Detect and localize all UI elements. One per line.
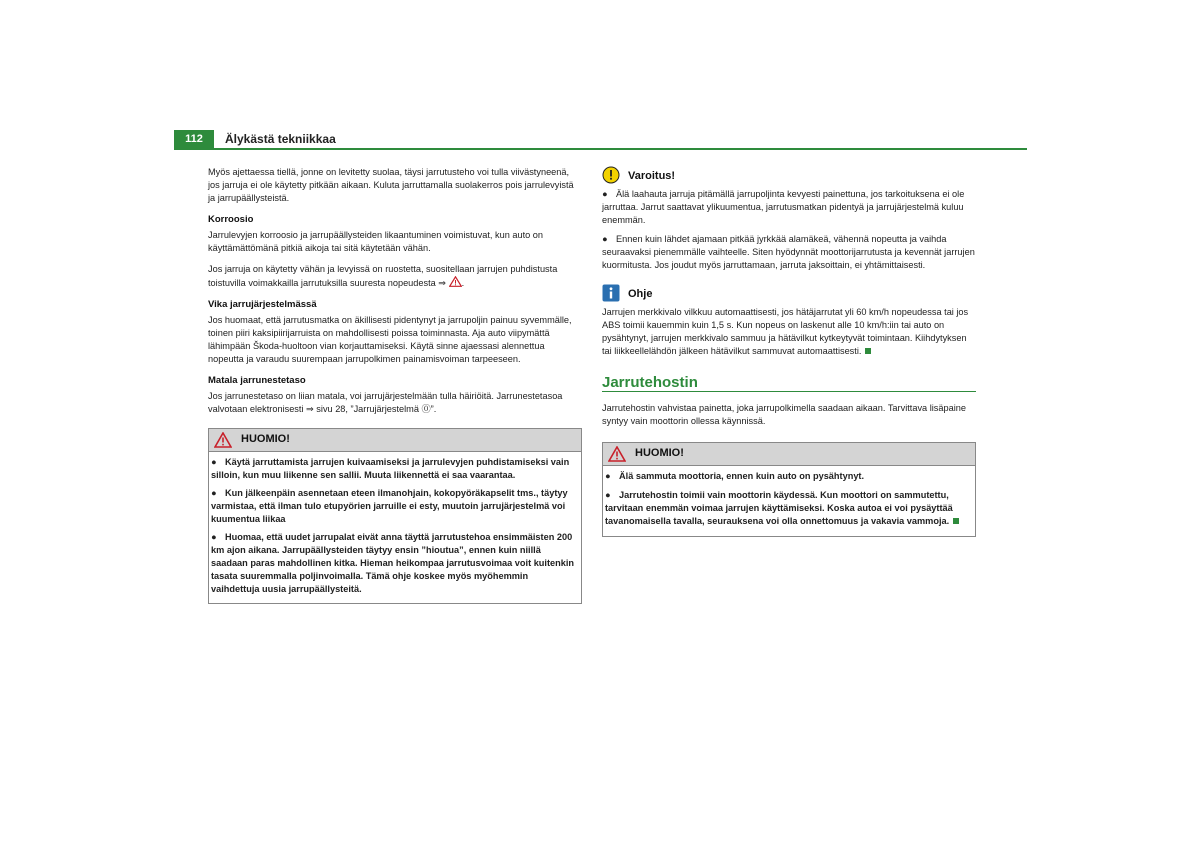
- vika-paragraph: Jos huomaat, että jarrutusmatka on äkillisesti pidentynyt ja jarrupoljin painuu syvemmälle, toinen piiri kaksipiirijarruista on mahdollisesti poissa toiminnasta. Aja auto viipymättä lähimpään Škoda-huoltoon vian korjauttamiseksi. Käytä sinne ajaessasi alennettua nopeutta ja varaudu suurempaan jarrupolkimen painamisvoiman tarpeeseen.: [208, 315, 572, 364]
- huomio-body: [209, 452, 581, 603]
- list-item: ● Älä laahauta jarruja pitämällä jarrupoljinta kevyesti painettuna, jos tarkoituksena ei ole jarruttaa. Jarrut saattavat ylikuumentua, jarrutusmatkan pidentyä ja jarrujärjestelmä kuluu enemmän.: [602, 189, 965, 225]
- page-header: [174, 130, 1027, 150]
- korroosio-heading: Korroosio: [208, 214, 254, 225]
- exclamation-icon: [602, 166, 620, 184]
- page-number: 112: [174, 130, 214, 149]
- list-item: ● Kun jälkeenpäin asennetaan eteen ilmanohjain, kokopyöräkapselit tms., täytyy varmistaa, että ilman tulo etupyörien jarruille ei esty, muutoin jarrujärjestelmä voi kuumentua liikaa: [211, 488, 568, 524]
- bullet-icon: ●: [602, 234, 608, 244]
- chapter-title: Älykästä tekniikkaa: [225, 132, 336, 146]
- end-square-icon: [865, 348, 871, 354]
- section-title-jarrutehostin: Jarrutehostin: [602, 376, 976, 392]
- bullet-icon: ●: [602, 189, 608, 199]
- huomio-box-right: [602, 442, 976, 537]
- huomio-box-left: [208, 428, 582, 604]
- korroosio-paragraph-2: Jos jarruja on käytetty vähän ja levyissä on ruostetta, suositellaan jarrujen puhdistusta toistuvilla voimakkailla jarrutuksilla suuresta nopeudesta ⇒ .: [208, 264, 558, 288]
- right-column: [602, 166, 976, 537]
- list-item: ● Jarrutehostin toimii vain moottorin käydessä. Kun moottori on sammutettu, tarvitaan enemmän voimaa jarrujen käyttämiseksi. Koska autoa ei voi pysäyttää tavanomaisella tavalla, seurauksena voi olla onnettomuus ja vakavia vammoja.: [605, 489, 971, 528]
- ohje-header: [602, 284, 976, 304]
- varoitus-title: Varoitus!: [628, 170, 676, 182]
- list-item: ● Älä sammuta moottoria, ennen kuin auto on pysähtynyt.: [605, 471, 865, 481]
- korroosio-paragraph-2-text: Jos jarruja on käytetty vähän ja levyissä on ruostetta, suositellaan jarrujen puhdistusta toistuvilla voimakkailla jarrutuksilla suuresta nopeudesta ⇒: [208, 264, 558, 288]
- ohje-title: Ohje: [628, 288, 653, 300]
- jarrutehostin-paragraph: Jarrutehostin vahvistaa painetta, joka jarrupolkimella saadaan aikaan. Tarvittava lisäpaine syntyy vain moottorin ollessa käynnissä.: [602, 403, 966, 426]
- warning-triangle-icon: [214, 432, 232, 448]
- matala-paragraph: Jos jarrunestetaso on liian matala, voi jarrujärjestelmään tulla häiriöitä. Jarrunestetasoa valvotaan elektronisesti ⇒ sivu 28, ”Jarrujärjestelmä ⓪”.: [208, 391, 563, 414]
- huomio-header: [209, 429, 581, 452]
- info-icon: [602, 284, 620, 302]
- ohje-paragraph: Jarrujen merkkivalo vilkkuu automaattisesti, jos hätäjarrutat yli 60 km/h nopeudessa tai jos ABS toimii kauemmin kuin 1,5 s. Kun nopeus on laskenut alle 10 km/h:iin tai auto on pysähtynyt, jarrujen merkkivalo sammuu ja hätävilkut kytkeytyvät toimintaan. Kiihdytyksen tai liikkeellelähdön jälkeen hätävilkut sammuvat automaattisesti.: [602, 307, 969, 356]
- left-column: [208, 166, 582, 604]
- huomio-title: HUOMIO!: [635, 447, 684, 459]
- bullet-icon: ●: [605, 471, 611, 481]
- intro-paragraph: Myös ajettaessa tiellä, jonne on levitetty suolaa, täysi jarrutusteho voi tulla viivästyneenä, jos jarruja ei ole käytetty pitkään aikaan. Kuluta jarruttamalla suolakerros pois jarrulevyistä ja jarrupäällysteistä.: [208, 167, 574, 203]
- list-item: ● Käytä jarruttamista jarrujen kuivaamiseksi ja jarrulevyjen puhdistamiseksi vain silloin, kun muu liikenne sen sallii. Muuta liikennettä ei saa vaarantaa.: [211, 457, 570, 480]
- matala-heading: Matala jarrunestetaso: [208, 375, 306, 386]
- varoitus-header: [602, 166, 976, 186]
- end-square-icon: [953, 518, 959, 524]
- bullet-icon: ●: [211, 488, 217, 498]
- huomio-title: HUOMIO!: [241, 433, 290, 445]
- bullet-icon: ●: [605, 490, 611, 500]
- bullet-icon: ●: [211, 457, 217, 467]
- korroosio-paragraph-1: Jarrulevyjen korroosio ja jarrupäällysteiden likaantuminen voimistuvat, kun auto on käyttämättömänä pitkiä aikoja tai sitä käytetään vähän.: [208, 230, 544, 253]
- header-rule: [174, 148, 1027, 150]
- warning-triangle-icon: [608, 446, 626, 462]
- huomio-body: [603, 466, 975, 536]
- vika-heading: Vika jarrujärjestelmässä: [208, 299, 317, 310]
- list-item: ● Ennen kuin lähdet ajamaan pitkää jyrkkää alamäkeä, vähennä nopeutta ja vaihda seuraavaksi pienemmälle vaihteelle. Siten hyödynnät moottorijarrutusta ja kevennät jarrujen kuormitusta. Jos joudut myös jarruttamaan, jarruta jaksoittain, ei yhtämittaisesti.: [602, 234, 975, 270]
- huomio-header: [603, 443, 975, 466]
- list-item: ● Huomaa, että uudet jarrupalat eivät anna täyttä jarrutustehoa ensimmäisten 200 km ajon aikana. Jarrupäällysteiden täytyy ensin ”hioutua”, ennen kuin niillä saadaan paras mahdollinen kitka. Hieman heikompaa jarrutusvoimaa voit kuitenkin tasata suuremmalla poljinvoimalla. Tämä ohje koskee myös myöhemmin vaihdettuja uusia jarrupäällysteitä.: [211, 532, 575, 594]
- warning-triangle-icon[interactable]: [449, 276, 462, 287]
- bullet-icon: ●: [211, 532, 217, 542]
